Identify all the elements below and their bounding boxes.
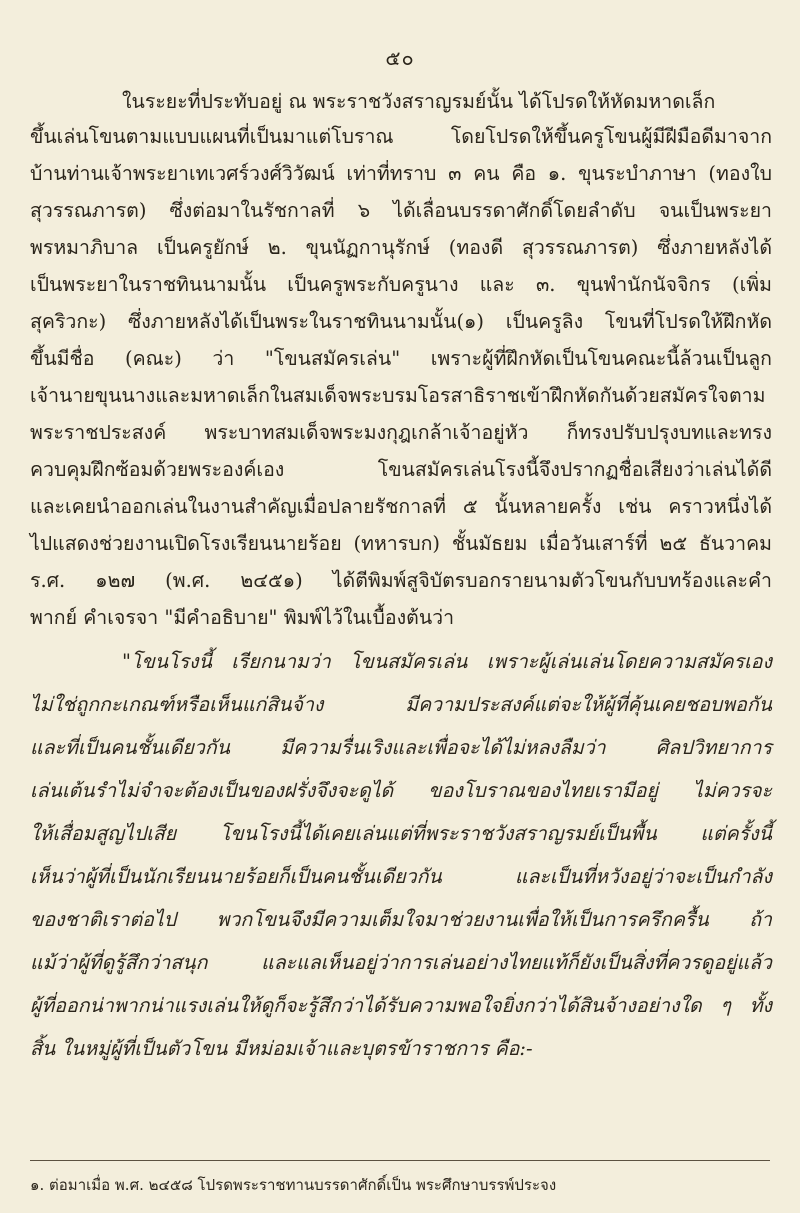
- text-line: สุวรรณภารต) ซึ่งต่อมาในรัชกาลที่ ๖ ได้เลื่อนบรรดาศักดิ์โดยลำดับ จนเป็นพระยา: [30, 199, 772, 222]
- quote-line: เล่นเต้นรำไม่จำจะต้องเป็นของฝรั่งจึงจะดูได้ ของโบราณของไทยเรามีอยู่ ไม่ควรจะ: [30, 779, 772, 802]
- text-line: พากย์ คำเจรจา "มีคำอธิบาย" พิมพ์ไว้ในเบื้องต้นว่า: [30, 606, 455, 629]
- quote-line: "โขนโรงนี้ เรียกนามว่า โขนสมัครเล่น เพราะผู้เล่นเล่นโดยความสมัครเอง: [122, 650, 772, 673]
- text-line: ควบคุมฝึกซ้อมด้วยพระองค์เอง โขนสมัครเล่นโรงนี้จึงปรากฏชื่อเสียงว่าเล่นได้ดี: [30, 458, 772, 481]
- quote-line: แม้ว่าผู้ที่ดูรู้สึกว่าสนุก และแลเห็นอยู่ว่าการเล่นอย่างไทยแท้ก็ยังเป็นสิ่งที่ควรดูอยู่แล้ว: [30, 951, 772, 974]
- quote-line: เห็นว่าผู้ที่เป็นนักเรียนนายร้อยก็เป็นคนชั้นเดียวกัน และเป็นที่หวังอยู่ว่าจะเป็นกำลัง: [30, 865, 772, 888]
- quote-line: ให้เสื่อมสูญไปเสีย โขนโรงนี้ได้เคยเล่นแต่ที่พระราชวังสราญรมย์เป็นพื้น แต่ครั้งนี้: [30, 822, 772, 845]
- text-line: ขึ้นเล่นโขนตามแบบแผนที่เป็นมาแต่โบราณ โดยโปรดให้ขึ้นครูโขนผู้มีฝีมือดีมาจาก: [30, 125, 772, 148]
- text-line: สุคริวกะ) ซึ่งภายหลังได้เป็นพระในราชทินนามนั้น(๑) เป็นครูลิง โขนที่โปรดให้ฝึกหัด: [30, 310, 772, 333]
- text-line: เจ้านายขุนนางและมหาดเล็กในสมเด็จพระบรมโอรสาธิราชเข้าฝึกหัดกันด้วยสมัครใจตาม: [30, 384, 766, 407]
- text-line: พระราชประสงค์ พระบาทสมเด็จพระมงกุฎเกล้าเจ้าอยู่หัว ก็ทรงปรับปรุงบทและทรง: [30, 421, 772, 444]
- text-line: พรหมาภิบาล เป็นครูยักษ์ ๒. ขุนนัฏกานุรักษ์ (ทองดี สุวรรณภารต) ซึ่งภายหลังได้: [30, 236, 772, 259]
- quote-line: ของชาติเราต่อไป พวกโขนจึงมีความเต็มใจมาช่วยงานเพื่อให้เป็นการครึกครื้น ถ้า: [30, 908, 772, 931]
- text-line: เป็นพระยาในราชทินนามนั้น เป็นครูพระกับครูนาง และ ๓. ขุนพำนักนัจจิกร (เพิ่ม: [30, 273, 772, 296]
- text-line: บ้านท่านเจ้าพระยาเทเวศร์วงศ์วิวัฒน์ เท่าที่ทราบ ๓ คน คือ ๑. ขุนระบำภาษา (ทองใบ: [30, 162, 772, 185]
- quote-line: ไม่ใช่ถูกกะเกณฑ์หรือเห็นแก่สินจ้าง มีความประสงค์แต่จะให้ผู้ที่คุ้นเคยชอบพอกัน: [30, 693, 772, 716]
- text-line: และเคยนำออกเล่นในงานสำคัญเมื่อปลายรัชกาลที่ ๕ นั้นหลายครั้ง เช่น คราวหนึ่งได้: [30, 495, 772, 518]
- quote-line: สิ้น ในหมู่ผู้ที่เป็นตัวโขน มีหม่อมเจ้าและบุตรข้าราชการ คือ:-: [30, 1037, 533, 1060]
- footnote: ๑. ต่อมาเมื่อ พ.ศ. ๒๔๕๘ โปรดพระราชทานบรรดาศักดิ์เป็น พระศึกษาบรรพ์ประจง: [30, 1176, 557, 1194]
- quote-line: และที่เป็นคนชั้นเดียวกัน มีความรื่นเริงและเพื่อจะได้ไม่หลงลืมว่า ศิลปวิทยาการ: [30, 736, 772, 759]
- page-number: ๕๐: [385, 46, 415, 70]
- quote-line: ผู้ที่ออกน่าพากน่าแรงเล่นให้ดูก็จะรู้สึกว่าได้รับความพอใจยิ่งกว่าได้สินจ้างอย่างใด ๆ ทั้ง: [30, 994, 772, 1017]
- text-line: ในระยะที่ประทับอยู่ ณ พระราชวังสราญรมย์นั้น ได้โปรดให้หัดมหาดเล็ก: [122, 90, 716, 113]
- text-line: ขึ้นมีชื่อ (คณะ) ว่า "โขนสมัครเล่น" เพราะผู้ที่ฝึกหัดเป็นโขนคณะนี้ล้วนเป็นลูก: [30, 347, 772, 370]
- footnote-divider: [30, 1160, 770, 1161]
- text-line: ไปแสดงช่วยงานเปิดโรงเรียนนายร้อย (ทหารบก) ชั้นมัธยม เมื่อวันเสาร์ที่ ๒๕ ธันวาคม: [30, 532, 772, 555]
- text-line: ร.ศ. ๑๒๗ (พ.ศ. ๒๔๕๑) ได้ตีพิมพ์สูจิบัตรบอกรายนามตัวโขนกับบทร้องและคำ: [30, 569, 772, 592]
